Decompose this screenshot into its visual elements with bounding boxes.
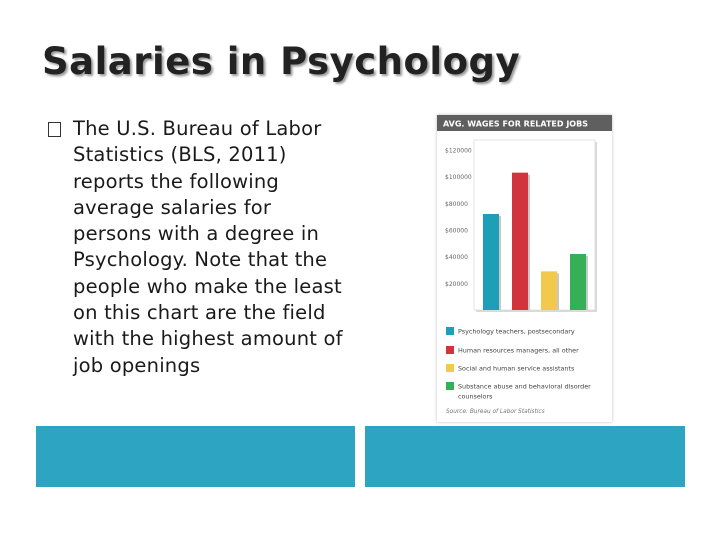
legend-swatch xyxy=(446,382,454,390)
y-tick-label: $100000 xyxy=(445,174,472,182)
legend-label: Social and human service assistants xyxy=(458,364,575,373)
wages-chart-svg xyxy=(437,115,612,422)
legend-swatch xyxy=(446,364,454,372)
y-tick-label: $40000 xyxy=(445,254,468,262)
y-tick-label: $80000 xyxy=(445,200,468,208)
legend-label: Substance abuse and behavioral disorder counselors xyxy=(458,382,591,401)
footer-band xyxy=(0,488,720,540)
bar xyxy=(512,173,528,310)
bullet-item xyxy=(48,116,353,379)
y-tick-label: $120000 xyxy=(445,147,472,155)
bar xyxy=(483,214,499,310)
bullet-marker-icon xyxy=(48,122,61,137)
footer-block-right xyxy=(365,426,685,487)
bullet-text: The U.S. Bureau of Labor Statistics (BLS, 2011) reports the following average salaries for persons with a degree in Psychology. Note that the people who make the least on this chart are the field with the highest amount of job openings xyxy=(73,117,343,377)
legend-swatch xyxy=(446,327,454,335)
wages-chart xyxy=(437,115,612,422)
bar xyxy=(541,271,557,310)
legend-swatch xyxy=(446,346,454,354)
footer-block-left xyxy=(36,426,355,487)
chart-title: AVG. WAGES FOR RELATED JOBS xyxy=(443,119,588,129)
y-tick-label: $60000 xyxy=(445,227,468,235)
y-tick-label: $20000 xyxy=(445,280,468,288)
legend-label: Psychology teachers, postsecondary xyxy=(458,327,575,336)
chart-source: Source: Bureau of Labor Statistics xyxy=(446,409,545,415)
bar xyxy=(570,254,586,310)
slide-title: Salaries in Psychology xyxy=(42,40,521,83)
legend-label: Human resources managers, all other xyxy=(458,346,579,355)
